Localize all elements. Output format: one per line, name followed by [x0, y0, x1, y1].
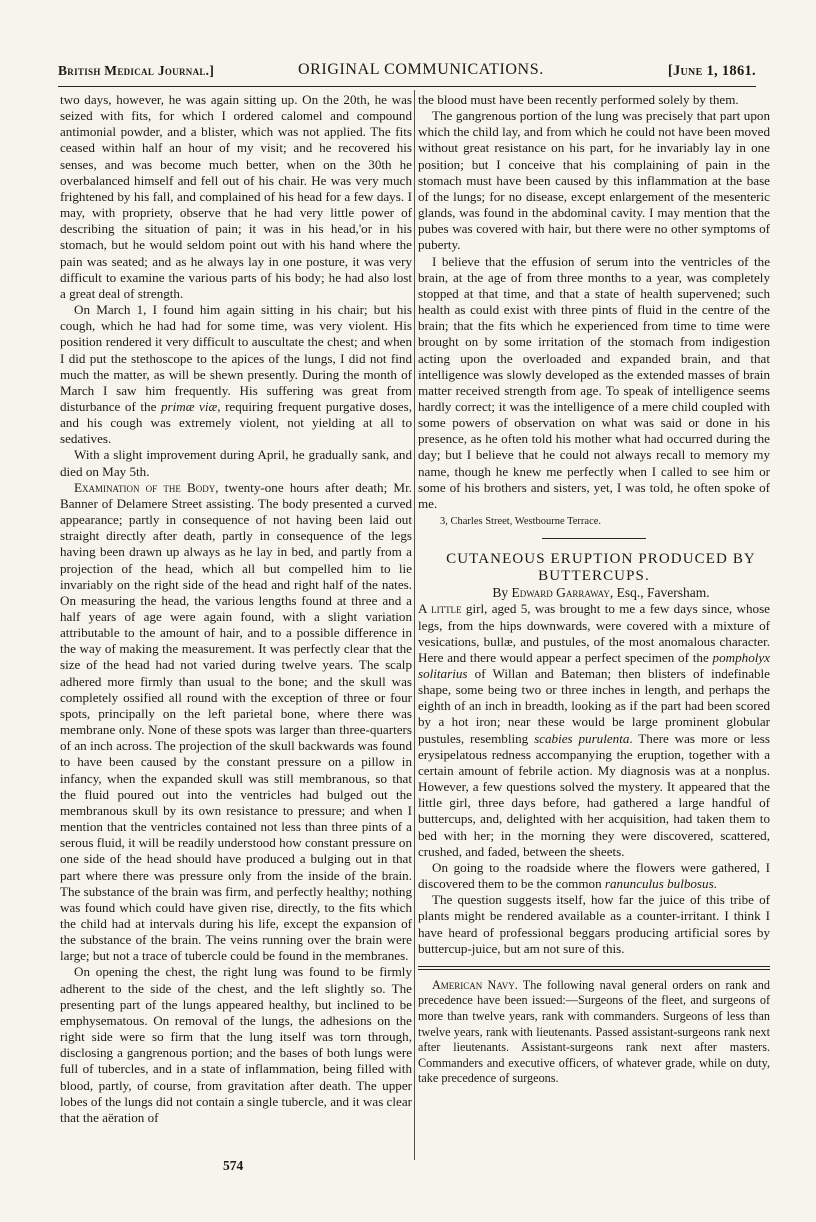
issue-date: [June 1, 1861. — [667, 63, 756, 79]
paragraph: Examination of the Body, twenty-one hours after death; Mr. Banner of Delamere Street assisting. The body presented a curved appearance; partly in consequence of not having been laid out straight directly after death, partly in consequence of the legs having been drawn up always as he lay in bed, and partly from a projection of the head, which all but compelled him to lie invariably on the right side of the head and right half of the nates. On measuring the head, the various lengths found at three and a half years of age were again found, with a slight variation attributable to the amount of hair, and to a possible difference in the way of making the measurement. It was perfectly clear that the size of the head had not varied during twelve years. The scalp adhered more firmly than usual to the bone; and the skull was completely ossified all round with the exception of three or four spots, principally on the left parietal bone, where there was membrane only. None of these spots was larger than three-quarters of an inch across. The projection of the skull backwards was found to have been caused by the constant pressure on a pillow in infancy, when the expanded skull was still membranous, so that the fluid poured out into the ventricles had bulged out the membranous skull by its own resistance to pressure; and when I mention that the ventricles contained not less than three pints of a serous fluid, it will be readily understood how constant pressure on one side of the head should have produced a bulging out in that part where there was pressure only from the inside of the brain. The substance of the brain was firm, and perfectly healthy; nothing was found which could have given rise, directly, to the fits which the child had at intervals during his life, except the expansion of the substance of the brain. The veins running over the brain were large; but not a trace of tubercle could be found in the membranes. — [60, 479, 412, 964]
divider — [542, 538, 646, 539]
paragraph: I believe that the effusion of serum into the ventricles of the brain, at the age of from three months to a year, was completely stopped at that time, and that a state of health supervened; such health as could exist with three pints of fluid in the centre of the brain; that the fits which he experienced from time to time were brought on by some irritation of the stomach from indigestion acting upon the overloaded and expanded brain, and that intelligence was slowly developed as the extended masses of brain matter received strength from age. To speak of intelligence seems hardly correct; it was the intelligence of a mere child coupled with some powers of observation on what was said or done in his presence, as he often told his mother what had occurred during the day; but I believe that he could not always recall to memory my name, though he knew me perfectly when I called to see him or some of his brothers and sisters, yet, I was told, he often spoke of me. — [418, 253, 770, 511]
page-number: 574 — [223, 1158, 244, 1173]
news-item: American Navy. The following naval general orders on rank and precedence have been issued:—Surgeons of the fleet, and surgeons of more than twelve years, rank with commanders. Surgeons of less than twelve years, rank with lieutenants. Passed assistant-surgeons rank next after lieutenants. Assistant-surgeons rank next after masters. Commanders and executive officers, of whatever grade, while on duty, take precedence of surgeons. — [418, 977, 770, 1086]
author-address: 3, Charles Street, Westbourne Terrace. — [440, 516, 602, 528]
paragraph: The question suggests itself, how far the juice of this tribe of plants might be rendered available as a counter-irritant. I think I have heard of professional beggars producing artificial sores by buttercup-juice, but am not sure of this. — [418, 892, 770, 956]
section-title: ORIGINAL COMMUNICATIONS. — [298, 61, 544, 78]
paragraph: two days, however, he was again sitting up. On the 20th, he was seized with fits, for which I ordered calomel and compound antimonial powder, and a blister, which was not applied. The fits ceased within half an hour of my visit; and he recovered his senses, and was become much better, when on the 30th he overbalanced himself and fell out of his chair. He was very much frightened by his fall, and complained of his head for a few days. I may, with propriety, observe that he had very little power of describing the situation of pain; it was in his head,'or in his stomach, but he would seldom point out with his hand where the pain was seated; and as he always lay in one posture, it was very difficult to examine the various parts of his body; he had also lost a great deal of strength. — [60, 92, 412, 301]
right-column — [418, 92, 770, 1087]
paragraph: On March 1, I found him again sitting in his chair; but his cough, which he had had for some time, was very violent. His position rendered it very difficult to auscultate the chest; and when I did put the stethoscope to the apices of the lungs, I did not find much the matter, as will be shewn presently. During the month of March I saw him frequently. His suffering was great from disturbance of the primæ viæ, requiring frequent purgative doses, and his cough was extremely violent, not yielding at all to sedatives. — [60, 302, 412, 447]
paragraph: the blood must have been recently performed solely by them. — [418, 92, 739, 107]
paragraph: On going to the roadside where the flowers were gathered, I discovered them to be the common ranunculus bulbosus. — [418, 859, 770, 892]
paragraph: With a slight improvement during April, he gradually sank, and died on May 5th. — [60, 447, 412, 479]
paragraph: On opening the chest, the right lung was found to be firmly adherent to the side of the chest, and the left slightly so. The presenting part of the lungs appeared healthy, but inclined to be emphysematous. On removal of the lungs, the adhesions on the right side were so firm that the lung itself was torn through, disclosing a gangrenous portion; and the bases of both lungs were full of tubercles, and in a state of inflammation, being filled with blood, partly, of course, from gravitation after death. The upper lobes of the lungs did not contain a single tubercle, and it was clear that the aëration of — [60, 964, 412, 1125]
byline: By Edward Garraway, Esq., Faversham. — [492, 585, 710, 601]
journal-name: British Medical Journal.] — [58, 63, 215, 78]
double-rule — [418, 966, 770, 970]
paragraph: The gangrenous portion of the lung was precisely that part upon which the child lay, and from which he could not have been moved without great resistance on his part, for he invariably lay in one position; but I conceive that his complaining of pain in the stomach must have been caused by this inflammation at the base of the lungs; for no disease, except enlargement of the mesenteric glands, was found in the abdominal cavity. I may mention that the pubes was covered with hair, but there were no other symptoms of puberty. — [418, 108, 770, 253]
news-heading: American Navy. — [432, 977, 518, 992]
section-lead: Examination of the Body, — [74, 479, 219, 495]
left-column — [60, 92, 412, 1126]
paragraph: A little girl, aged 5, was brought to me a few days since, whose legs, from the hips downwards, were covered with a mixture of vesications, bullæ, and pustules, of the most anomalous character. Here and there would appear a perfect specimen of the pompholyx solitarius of Willan and Bateman; then blisters of indefinable shape, some being two or three inches in length, and perhaps the eighth of an inch in breadth, looking as if the part had been scored by a hot iron; near these would be large prominent globular pustules, resembling scabies purulenta. There was more or less erysipelatous redness accompanying the eruption, together with a certain amount of febrile action. My diagnosis was at a nonplus. However, a few questions solved the mystery. It appeared that the little girl, three days before, had gathered a large handful of buttercups, and, delighted with her acquisition, had taken them to bed with her; in the morning they were discovered, scattered, crushed, and faded, between the sheets. — [418, 601, 770, 859]
article-title: CUTANEOUS ERUPTION PRODUCED BY BUTTERCUPS. — [446, 551, 756, 585]
column-divider — [414, 90, 415, 1160]
running-header — [58, 62, 756, 87]
author-name: Edward Garraway — [511, 585, 610, 601]
